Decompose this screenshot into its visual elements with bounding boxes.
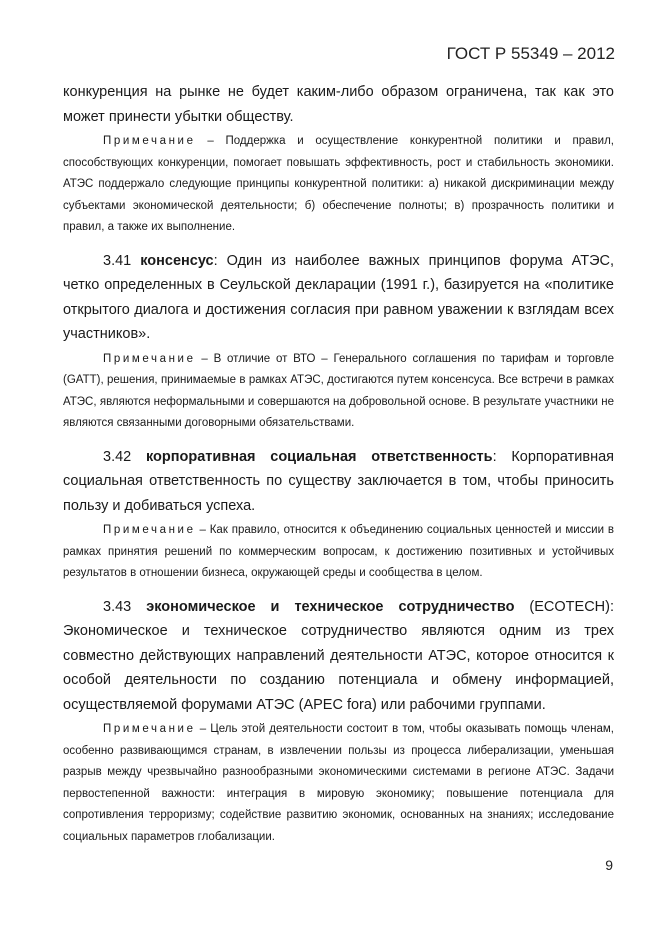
section-gap [63, 239, 614, 249]
term-name: консенсус [140, 252, 214, 269]
term-name: экономическое и техническое сотрудничество [146, 598, 515, 615]
term-entry [63, 445, 614, 585]
note-label: Примечание [103, 723, 196, 735]
note-text: – В отличие от ВТО – Генерального соглашения по тарифам и торговле (GATT), решения, принимаемые в рамках АТЭС, достигаются путем консенсуса. Все встречи в рамках АТЭС, являются неформальными и совершаются на добровольной основе. В результате участники не являются связанными договорными обязательствами. [63, 352, 614, 429]
note-paragraph [63, 349, 614, 435]
note-label: Примечание [103, 524, 196, 536]
term-text: (ECOTECH): Экономическое и техническое сотрудничество являются одним из трех совместно действующих направлений деятельности АТЭС, которое относится к особой деятельности по созданию потенциала и обмену информацией, осуществляемой форумами АТЭС (APEC fora) или рабочими группами. [63, 598, 615, 713]
page-body [63, 80, 614, 848]
section-gap [63, 435, 614, 445]
section-gap [63, 585, 614, 595]
note-label: Примечание [103, 135, 196, 147]
term-number: 3.41 [103, 252, 141, 269]
note-text: – Поддержка и осуществление конкурентной политики и правил, способствующих конкуренции, помогает повышать эффективность, рост и стабильность экономики. АТЭС поддержало следующие принципы конкурентной политики: а) никакой дискриминации между субъектами экономической деятельности; б) обеспечение полноты; в) прозрачность политики и правил, а также их выполнение. [63, 135, 614, 233]
term-number: 3.42 [103, 448, 146, 465]
note-paragraph [63, 719, 614, 848]
note-paragraph [63, 131, 614, 239]
term-number: 3.43 [103, 598, 147, 615]
note-text: – Цель этой деятельности состоит в том, чтобы оказывать помощь членам, особенно развивающимся странам, в извлечении пользы из процесса либерализации, уменьшая разрыв между чрезвычайно разнообразными экономическими системами в регионе АТЭС. Задачи первостепенной важности: интеграция в мировую экономику; повышение потенциала для сопротивления терроризму; содействие развитию экономик, основанных на знаниях; исследование социальных параметров глобализации. [63, 723, 614, 843]
page-number: 9 [605, 857, 613, 873]
term-name: корпоративная социальная ответственность [145, 448, 493, 465]
document-header: ГОСТ Р 55349 – 2012 [446, 44, 615, 63]
term-text: : Корпоративная социальная ответственность по существу заключается в том, чтобы приносить пользу и добиваться успеха. [63, 448, 615, 514]
note-text: – Как правило, относится к объединению социальных ценностей и миссии в рамках принятия решений по коммерческим вопросам, к достижению позитивных и устойчивых результатов в отношении бизнеса, окружающей среды и сообщества в целом. [63, 524, 614, 579]
note-label: Примечание [103, 352, 196, 365]
term-entry [63, 595, 614, 849]
term-entry [63, 249, 614, 435]
note-paragraph [63, 520, 614, 585]
term-definition [63, 445, 614, 519]
term-definition [63, 249, 614, 347]
term-definition [63, 595, 614, 718]
continuation-paragraph: конкуренция на рынке не будет каким-либо образом ограничена, так как это может принести убытки обществу. [63, 84, 614, 125]
term-text: : Один из наиболее важных принципов форума АТЭС, четко определенных в Сеульской декларации (1991 г.), базируется на «политике открытого диалога и достижения согласия при равном уважении к взглядам всех участников». [63, 252, 615, 342]
